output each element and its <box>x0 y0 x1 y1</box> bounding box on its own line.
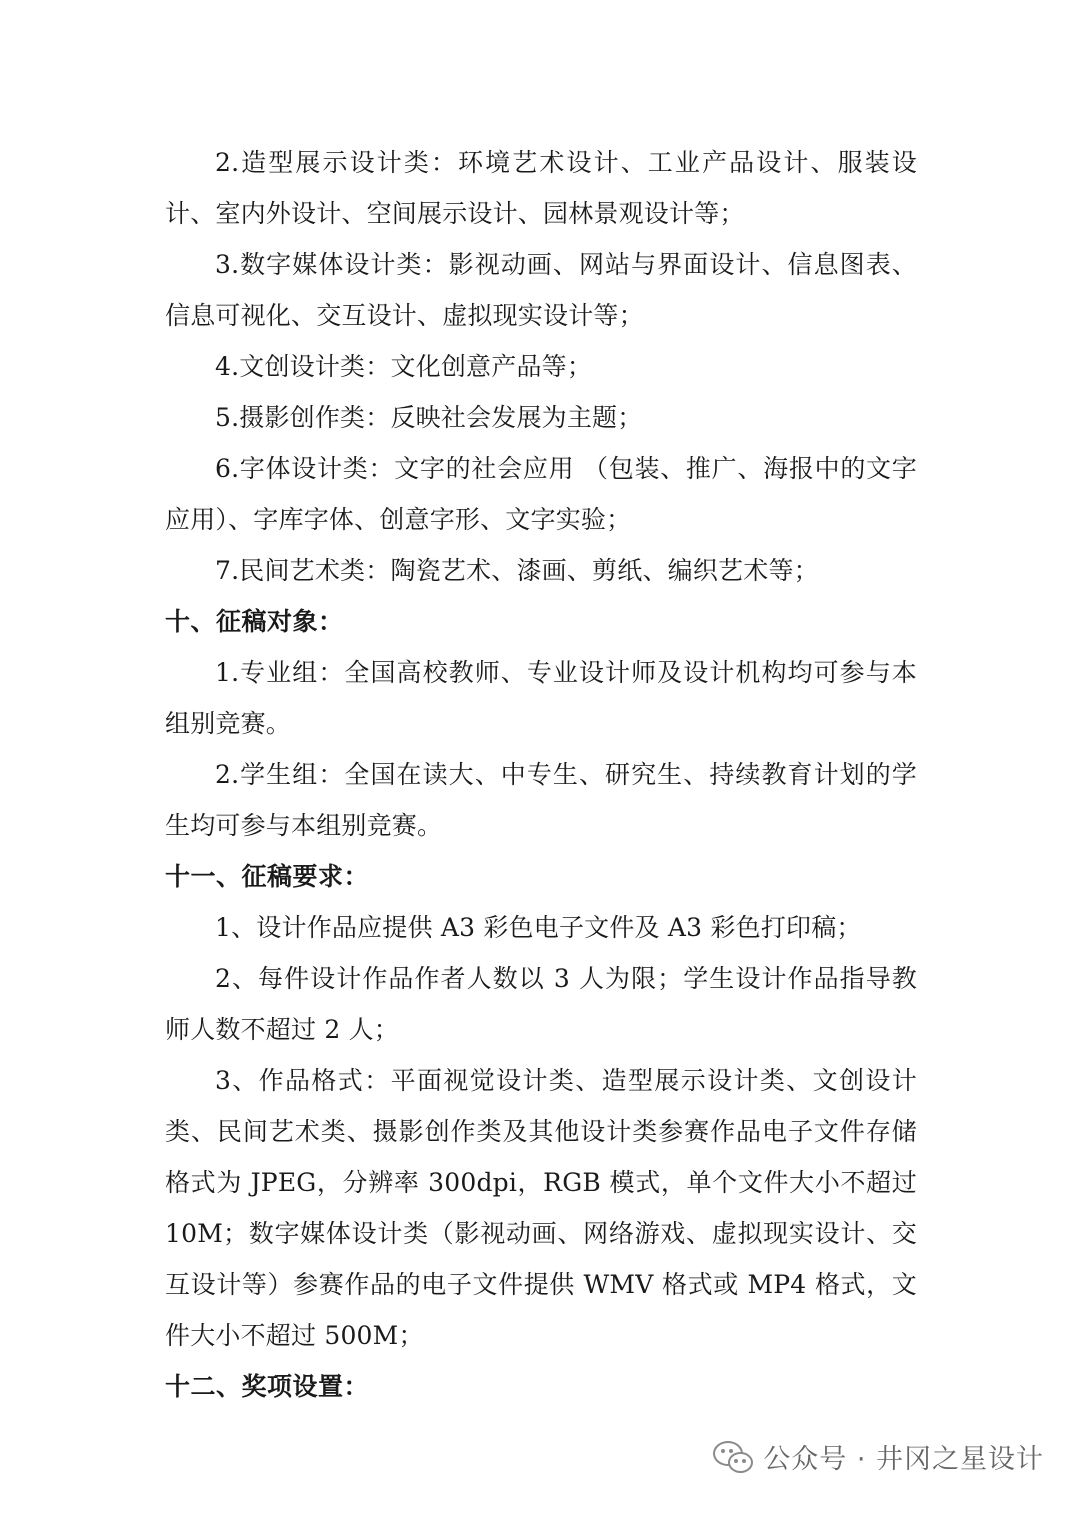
paragraph-category-3: 3.数字媒体设计类：影视动画、网站与界面设计、信息图表、信息可视化、交互设计、虚拟现实设计等； <box>165 250 917 330</box>
paragraph-category-6: 6.字体设计类：文字的社会应用 （包装、推广、海报中的文字应用）、字库字体、创意字形、文字实验； <box>165 454 917 534</box>
paragraph-category-5: 5.摄影创作类：反映社会发展为主题； <box>215 403 643 432</box>
section-heading-10: 十、征稿对象： <box>165 607 344 636</box>
document-body <box>165 137 917 1412</box>
paragraph-category-4: 4.文创设计类：文化创意产品等； <box>215 352 593 381</box>
watermark-text: 公众号 · 井冈之星设计 <box>763 1443 1044 1475</box>
paragraph-student-group: 2.学生组：全国在读大、中专生、研究生、持续教育计划的学生均可参与本组别竞赛。 <box>165 760 917 840</box>
wechat-icon <box>713 1439 753 1473</box>
wechat-watermark <box>713 1436 1044 1476</box>
paragraph-requirement-3: 3、作品格式：平面视觉设计类、造型展示设计类、文创设计类、民间艺术类、摄影创作类及其他设计类参赛作品电子文件存储格式为 JPEG，分辨率 300dpi，RGB 模式，单个文件大小不超过 10M；数字媒体设计类（影视动画、网络游戏、虚拟现实设计、交互设计等）参赛作品的电子文件提供 WMV 格式或 MP4 格式，文件大小不超过 500M； <box>165 1066 917 1350</box>
section-heading-12: 十二、奖项设置： <box>165 1372 370 1401</box>
section-heading-11: 十一、征稿要求： <box>165 862 370 891</box>
paragraph-requirement-1: 1、设计作品应提供 A3 彩色电子文件及 A3 彩色打印稿； <box>215 913 862 942</box>
paragraph-category-7: 7.民间艺术类：陶瓷艺术、漆画、剪纸、编织艺术等； <box>215 556 819 585</box>
paragraph-professional-group: 1.专业组：全国高校教师、专业设计师及设计机构均可参与本组别竞赛。 <box>165 658 917 738</box>
paragraph-category-2: 2.造型展示设计类：环境艺术设计、工业产品设计、服装设计、室内外设计、空间展示设计、园林景观设计等； <box>165 148 917 228</box>
paragraph-requirement-2: 2、每件设计作品作者人数以 3 人为限；学生设计作品指导教师人数不超过 2 人； <box>165 964 917 1044</box>
